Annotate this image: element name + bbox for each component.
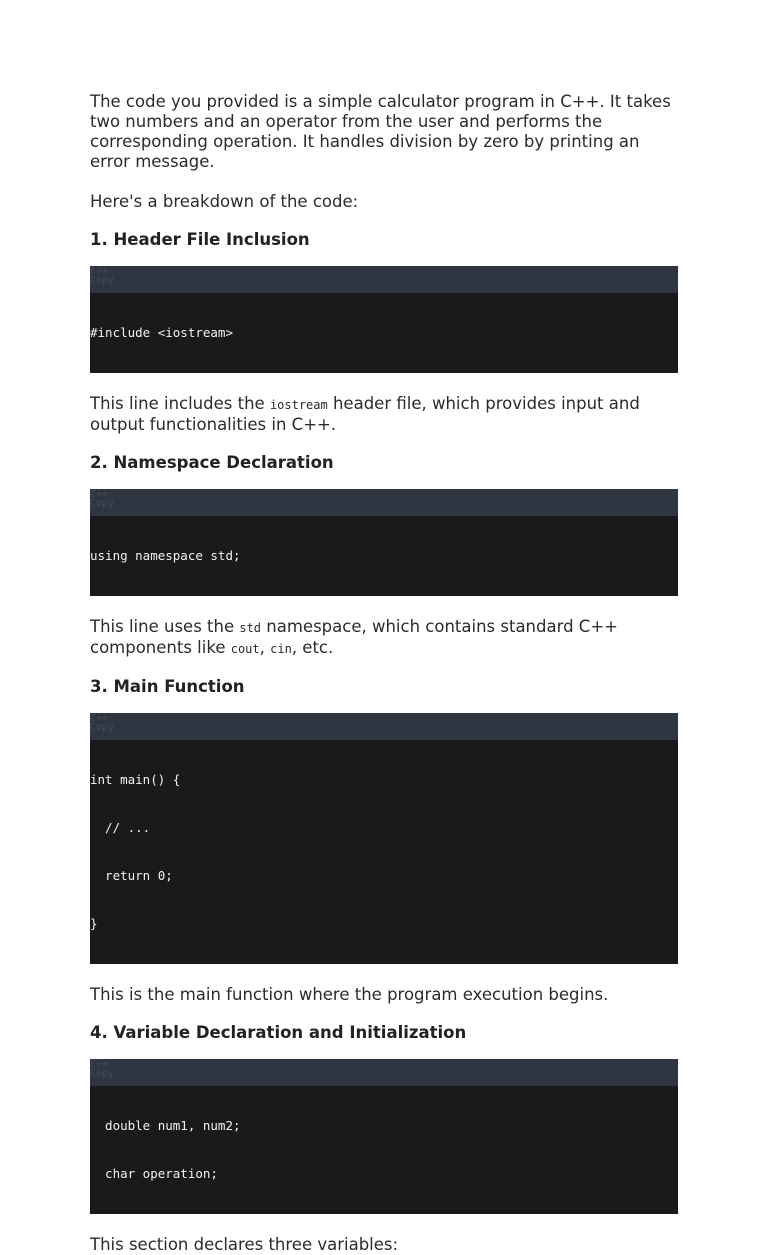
section-description-include: This line includes the iostream header file, which provides input and output functionalities in C++.	[90, 394, 640, 434]
code-line: #include <iostream>	[90, 325, 233, 340]
code-language-label: C++	[90, 489, 109, 500]
inline-code: cin	[270, 642, 292, 656]
inline-code: iostream	[269, 398, 328, 412]
code-body	[90, 1086, 678, 1214]
section-heading-main-function: 3. Main Function	[90, 677, 245, 696]
code-body	[90, 516, 678, 596]
code-line: int main() {	[90, 772, 181, 787]
inline-code: cout	[230, 642, 260, 656]
copy-code-button[interactable]: Copy	[90, 1068, 115, 1079]
inline-code: std	[239, 621, 262, 635]
code-line: }	[90, 916, 98, 931]
code-line: double num1, num2;	[90, 1118, 241, 1133]
code-block-main	[90, 713, 678, 964]
section-description-namespace: This line uses the std namespace, which contains standard C++ components like cout, cin, etc.	[90, 617, 618, 657]
code-block-variables	[90, 1059, 678, 1214]
section-heading-namespace: 2. Namespace Declaration	[90, 453, 334, 472]
code-block-header	[90, 266, 678, 293]
copy-code-button[interactable]: Copy	[90, 275, 115, 286]
code-line: using namespace std;	[90, 548, 241, 563]
code-block-header	[90, 713, 678, 740]
code-line: return 0;	[90, 868, 173, 883]
intro-paragraph: The code you provided is a simple calculator program in C++. It takes two numbers and an operator from the user and performs the corresponding operation. It handles division by zero by printing an error message.	[90, 92, 671, 171]
code-language-label: C++	[90, 1059, 109, 1070]
code-block-namespace	[90, 489, 678, 596]
code-block-header	[90, 1059, 678, 1086]
section-heading-header-file: 1. Header File Inclusion	[90, 230, 310, 249]
code-line: char operation;	[90, 1166, 218, 1181]
lead-paragraph: Here's a breakdown of the code:	[90, 192, 359, 211]
section-heading-variables: 4. Variable Declaration and Initialization	[90, 1023, 467, 1042]
code-body	[90, 293, 678, 373]
section-description-variables: This section declares three variables:	[90, 1235, 399, 1254]
copy-code-button[interactable]: Copy	[90, 722, 115, 733]
section-description-main: This is the main function where the program execution begins.	[90, 985, 609, 1004]
code-line: // ...	[90, 820, 151, 835]
code-language-label: C++	[90, 266, 109, 277]
copy-code-button[interactable]: Copy	[90, 498, 115, 509]
code-language-label: C++	[90, 713, 109, 724]
code-block-header	[90, 489, 678, 516]
code-block-include	[90, 266, 678, 373]
code-body	[90, 740, 678, 964]
